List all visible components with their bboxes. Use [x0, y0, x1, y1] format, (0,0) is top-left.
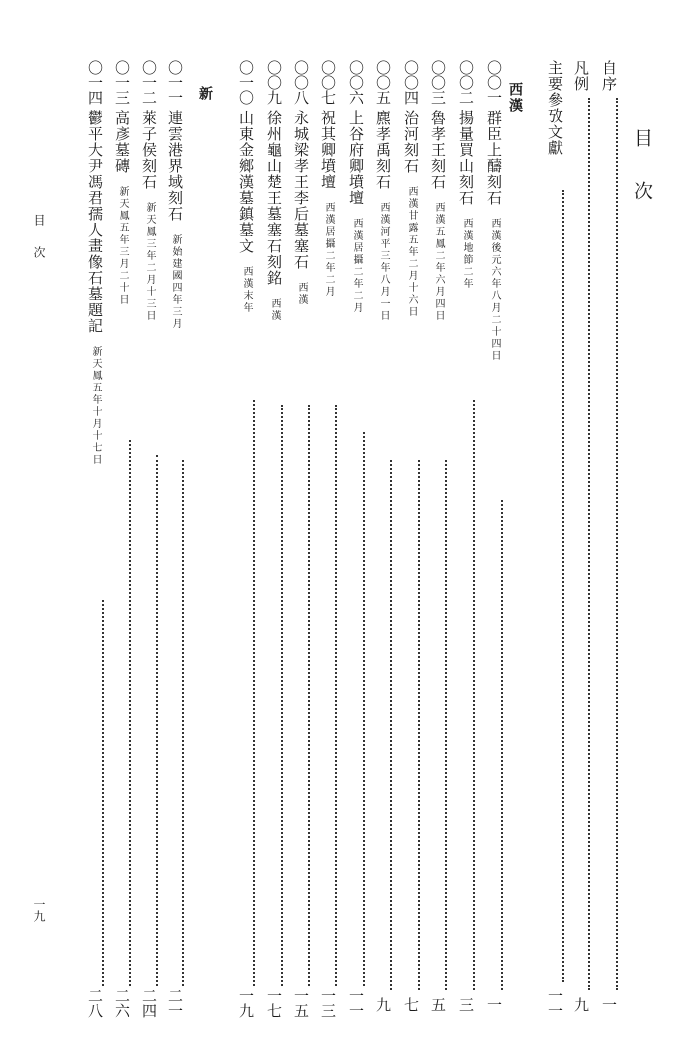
entry-date: 西漢居攝二年二月: [323, 202, 334, 298]
toc-entry-007[interactable]: [313, 60, 337, 1018]
leader-dots: [134, 455, 158, 986]
toc-entry-008[interactable]: [286, 60, 310, 1018]
entry-number: 〇一一: [166, 60, 184, 105]
entry-title: 魯孝王刻石西漢五鳳二年六月四日: [429, 110, 447, 322]
toc-entry-references[interactable]: [540, 60, 564, 1018]
entry-number: 〇〇三: [429, 60, 447, 105]
entry-number: 〇〇六: [347, 60, 365, 105]
leader-dots: [540, 190, 564, 982]
leader-dots: [566, 98, 590, 990]
entry-date: 西漢末年: [241, 266, 252, 314]
toc-entry-013[interactable]: [107, 60, 131, 1018]
toc-entry-014[interactable]: [80, 60, 104, 1018]
entry-title: 連雲港界域刻石新始建國四年三月: [166, 110, 184, 330]
leader-dots: [451, 400, 475, 990]
entry-title: 高彥墓磚新天鳳五年三月二十日: [113, 110, 131, 306]
entry-title: 萊子侯刻石新天鳳三年二月十三日: [140, 110, 158, 322]
toc-entry-004[interactable]: [396, 60, 420, 1012]
entry-number: 〇一〇: [237, 60, 255, 105]
entry-title: 永城梁孝王李后墓塞石西漢: [292, 110, 310, 306]
entry-title: 山東金鄉漢墓鎮墓文西漢末年: [237, 110, 255, 314]
toc-entry-005[interactable]: [368, 60, 392, 1012]
entry-title: 治河刻石西漢甘露五年二月十六日: [402, 110, 420, 318]
leader-dots: [286, 405, 310, 986]
leader-dots: [313, 405, 337, 986]
leader-dots: [423, 460, 447, 990]
page-number: 二八: [86, 988, 104, 1018]
page-number: 一: [485, 997, 503, 1012]
entry-number: 〇〇五: [374, 60, 392, 105]
leader-dots: [341, 432, 365, 986]
entry-title: 麃孝禹刻石西漢河平三年八月一日: [374, 110, 392, 322]
section-heading-xin: 新: [197, 86, 213, 102]
entry-title: 群臣上醻刻石西漢後元六年八月二十四日: [485, 110, 503, 362]
leader-dots: [479, 500, 503, 990]
entry-title: 徐州龜山楚王墓塞石刻銘西漢: [265, 110, 283, 322]
leader-dots: [368, 460, 392, 990]
entry-date: 新天鳳五年十月十七日: [90, 346, 101, 466]
entry-date: 西漢居攝二年二月: [351, 218, 362, 314]
entry-title: 自序: [600, 60, 618, 92]
entry-date: 西漢五鳳二年六月四日: [433, 202, 444, 322]
running-head: 目次: [32, 214, 46, 278]
entry-date: 新天鳳五年三月二十日: [117, 186, 128, 306]
page-title: 目次: [631, 128, 653, 234]
entry-title: 鬱平大尹馮君孺人畫像石墓題記新天鳳五年十月十七日: [86, 110, 104, 466]
leader-dots: [160, 460, 184, 986]
entry-number: 〇〇二: [457, 60, 475, 105]
page-number: 一一: [347, 988, 365, 1018]
leader-dots: [259, 405, 283, 986]
entry-date: 西漢河平三年八月一日: [378, 202, 389, 322]
toc-entry-preface[interactable]: [594, 60, 618, 1012]
page-number: 二四: [140, 988, 158, 1018]
entry-title: 凡例: [572, 60, 590, 92]
page-number: 七: [402, 997, 420, 1012]
entry-date: 西漢地節二年: [461, 218, 472, 290]
page-number: 一七: [265, 988, 283, 1018]
page-number: 一: [600, 997, 618, 1012]
entry-date: 西漢: [269, 298, 280, 322]
entry-date: 西漢甘露五年二月十六日: [406, 186, 417, 318]
entry-number: 〇〇七: [319, 60, 337, 105]
entry-number: 〇一三: [113, 60, 131, 105]
leader-dots: [396, 460, 420, 990]
leader-dots: [231, 400, 255, 986]
toc-entry-009[interactable]: [259, 60, 283, 1018]
entry-number: 〇〇四: [402, 60, 420, 105]
page-number: 九: [374, 997, 392, 1012]
page-number: 一三: [319, 988, 337, 1018]
page-number: 一九: [237, 988, 255, 1018]
entry-number: 〇〇九: [265, 60, 283, 105]
toc-entry-006[interactable]: [341, 60, 365, 1018]
entry-date: 新始建國四年三月: [170, 234, 181, 330]
leader-dots: [107, 440, 131, 986]
toc-entry-012[interactable]: [134, 60, 158, 1018]
leader-dots: [80, 600, 104, 986]
page-number: 二六: [113, 988, 131, 1018]
entry-title: 祝其卿墳壇西漢居攝二年二月: [319, 110, 337, 298]
toc-entry-003[interactable]: [423, 60, 447, 1012]
entry-title: 上谷府卿墳壇西漢居攝二年二月: [347, 110, 365, 314]
toc-entry-002[interactable]: [451, 60, 475, 1012]
page-number: 九: [572, 997, 590, 1012]
leader-dots: [594, 98, 618, 990]
page-number: 一一: [546, 988, 564, 1018]
entry-number: 〇〇一: [485, 60, 503, 105]
entry-title: 主要參攷文獻: [546, 60, 564, 156]
page-number: 三: [457, 997, 475, 1012]
entry-date: 新天鳳三年二月十三日: [144, 202, 155, 322]
page-number: 一五: [292, 988, 310, 1018]
page-number: 二一: [166, 988, 184, 1018]
entry-date: 西漢後元六年八月二十四日: [489, 218, 500, 362]
page-number: 五: [429, 997, 447, 1012]
folio-number: 一九: [32, 898, 46, 922]
entry-number: 〇〇八: [292, 60, 310, 105]
entry-number: 〇一二: [140, 60, 158, 105]
toc-entry-010[interactable]: [231, 60, 255, 1018]
toc-entry-011[interactable]: [160, 60, 184, 1018]
toc-entry-conventions[interactable]: [566, 60, 590, 1012]
section-heading-western-han: 西漢: [507, 82, 523, 114]
entry-title: 揚量買山刻石西漢地節二年: [457, 110, 475, 290]
toc-entry-001[interactable]: [479, 60, 503, 1012]
entry-number: 〇一四: [86, 60, 104, 105]
entry-date: 西漢: [296, 282, 307, 306]
